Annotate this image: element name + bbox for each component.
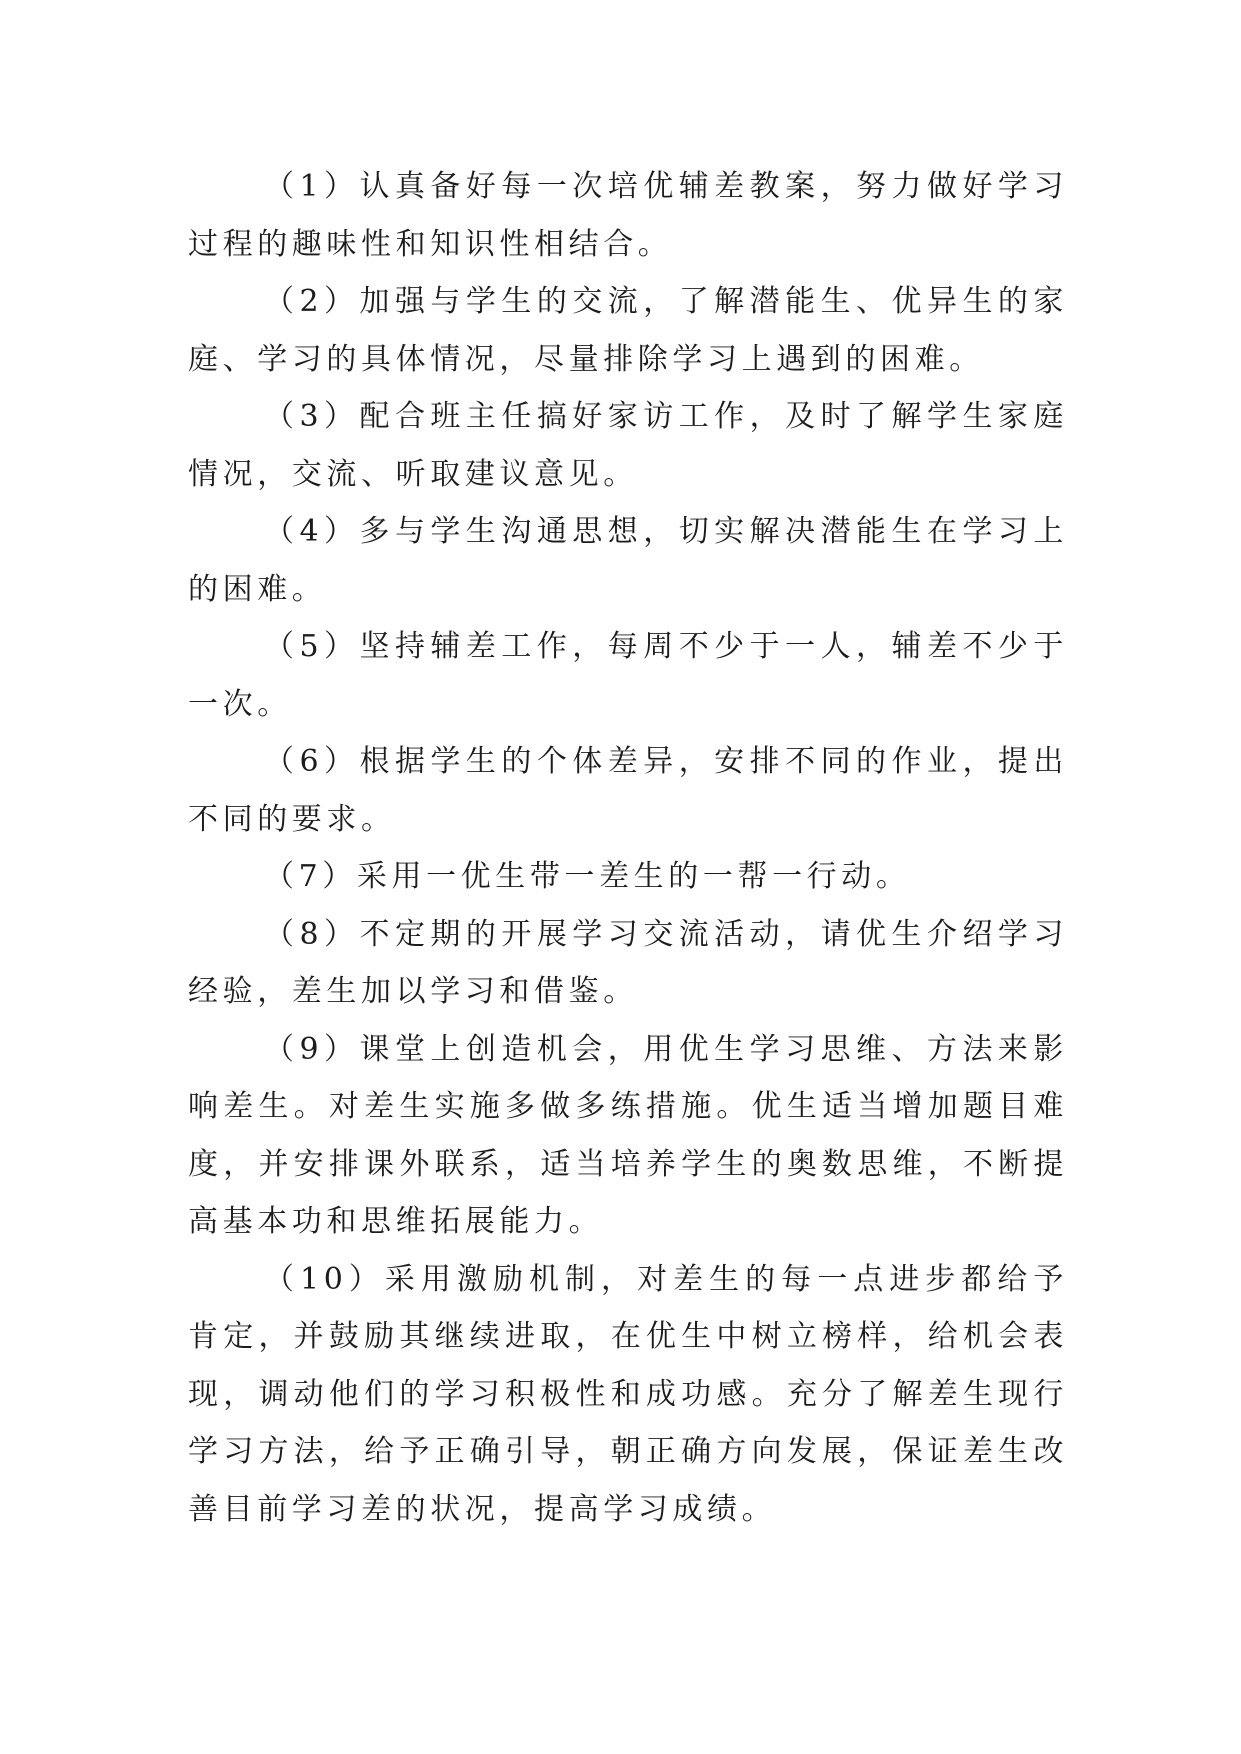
- paragraph-7: （7）采用一优生带一差生的一帮一行动。: [264, 859, 911, 894]
- paragraph-6: （6）根据学生的个体差异，安排不同的作业，提出不同的要求。: [188, 744, 1068, 837]
- paragraph-5: （5）坚持辅差工作，每周不少于一人，辅差不少于一次。: [188, 629, 1068, 722]
- paragraph-10: （10）采用激励机制，对差生的每一点进步都给予肯定，并鼓励其继续进取，在优生中树立榜样，给机会表现，调动他们的学习积极性和成功感。充分了解差生现行学习方法，给予正确引导，朝正确方向发展，保证差生改善目前学习差的状况，提高学习成绩。: [188, 1261, 1068, 1527]
- paragraph-9: （9）课堂上创造机会，用优生学习思维、方法来影响差生。对差生实施多做多练措施。优生适当增加题目难度，并安排课外联系，适当培养学生的奥数思维，不断提高基本功和思维拓展能力。: [188, 1031, 1068, 1239]
- paragraph-3: （3）配合班主任搞好家访工作，及时了解学生家庭情况，交流、听取建议意见。: [188, 399, 1068, 492]
- document-body: [188, 158, 1068, 1538]
- paragraph-1: （1）认真备好每一次培优辅差教案，努力做好学习过程的趣味性和知识性相结合。: [188, 169, 1068, 262]
- paragraph-2: （2）加强与学生的交流，了解潜能生、优异生的家庭、学习的具体情况，尽量排除学习上遇到的困难。: [188, 284, 1068, 377]
- paragraph-4: （4）多与学生沟通思想，切实解决潜能生在学习上的困难。: [188, 514, 1068, 607]
- paragraph-8: （8）不定期的开展学习交流活动，请优生介绍学习经验，差生加以学习和借鉴。: [188, 916, 1068, 1009]
